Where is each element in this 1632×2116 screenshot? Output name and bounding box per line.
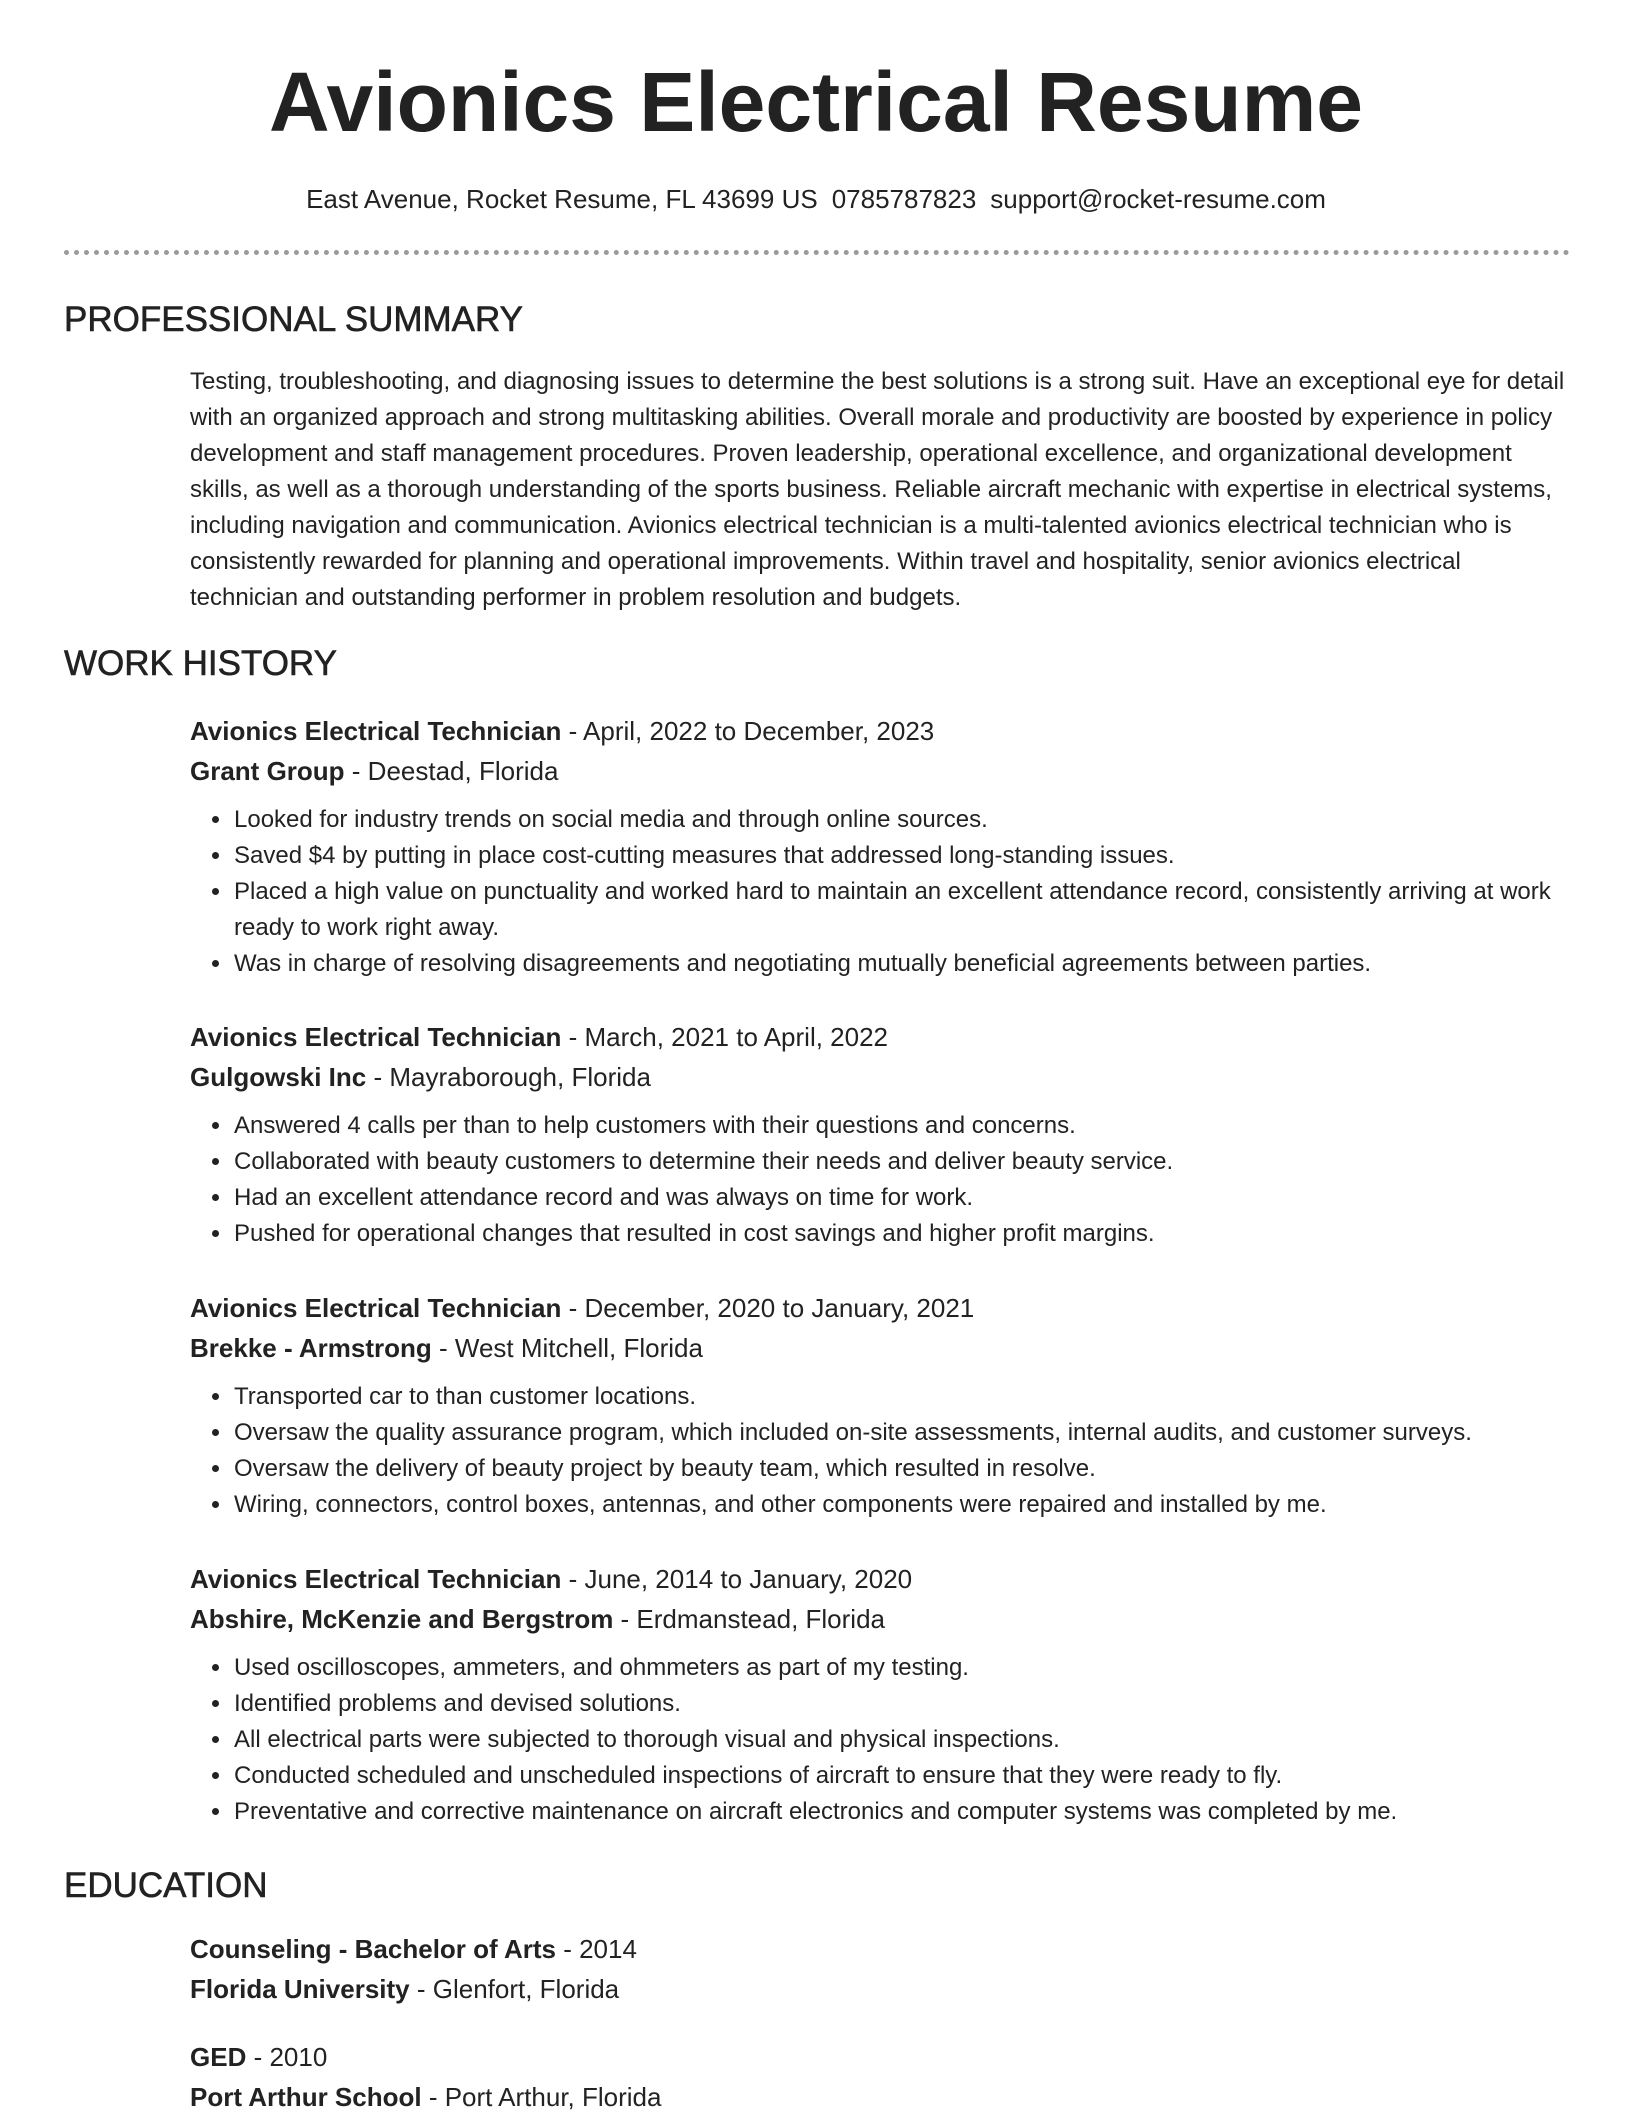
job-company: Gulgowski Inc: [190, 1062, 367, 1092]
job-title-line: Avionics Electrical Technician - June, 2014 to January, 2020: [190, 1564, 913, 1594]
header-divider: [64, 250, 1570, 255]
job-dates: March, 2021 to April, 2022: [584, 1022, 889, 1052]
contact-line: [0, 182, 1632, 216]
job-bullet: • Oversaw the quality assurance program, which included on-site assessments, internal audits, and customer surveys.: [233, 1415, 1572, 1451]
job-title: Avionics Electrical Technician: [190, 1564, 562, 1594]
school-name: Port Arthur School: [190, 2082, 422, 2112]
job-bullets: [190, 1650, 1572, 1830]
job-entry: [190, 1560, 1572, 1830]
job-company: Brekke - Armstrong: [190, 1333, 432, 1363]
job-bullet: • Transported car to than customer locations.: [233, 1379, 1572, 1415]
job-bullet: • Pushed for operational changes that resulted in cost savings and higher profit margins.: [233, 1216, 1572, 1252]
work-history-heading: WORK HISTORY: [64, 644, 337, 683]
degree-line: Counseling - Bachelor of Arts - 2014: [190, 1934, 637, 1964]
resume-title: Avionics Electrical Resume: [268, 55, 1364, 149]
summary-heading: PROFESSIONAL SUMMARY: [64, 300, 523, 339]
school-line: Florida University - Glenfort, Florida: [190, 1974, 620, 2004]
job-bullet: • Conducted scheduled and unscheduled inspections of aircraft to ensure that they were ready to fly.: [233, 1758, 1572, 1794]
job-bullet: • Placed a high value on punctuality and worked hard to maintain an excellent attendance record, consistently arriving at work ready to work right away.: [233, 874, 1572, 946]
contact-email: support@rocket-resume.com: [990, 184, 1326, 214]
school-location: Glenfort, Florida: [432, 1974, 620, 2004]
job-bullets: [190, 1108, 1572, 1252]
job-title: Avionics Electrical Technician: [190, 1022, 562, 1052]
job-company-line: Grant Group - Deestad, Florida: [190, 756, 559, 786]
job-dates: April, 2022 to December, 2023: [583, 716, 935, 746]
job-company-line: Brekke - Armstrong - West Mitchell, Florida: [190, 1333, 703, 1363]
degree-name: Counseling - Bachelor of Arts: [190, 1934, 556, 1964]
job-bullet: • Identified problems and devised solutions.: [233, 1686, 1572, 1722]
job-location: West Mitchell, Florida: [454, 1333, 703, 1363]
job-bullet: • Preventative and corrective maintenance on aircraft electronics and computer systems was completed by me.: [233, 1794, 1572, 1830]
job-bullet: • Collaborated with beauty customers to determine their needs and deliver beauty service.: [233, 1144, 1572, 1180]
job-bullet: • Saved $4 by putting in place cost-cutting measures that addressed long-standing issues.: [233, 838, 1572, 874]
job-bullet: • Looked for industry trends on social media and through online sources.: [233, 802, 1572, 838]
contact-phone: 0785787823: [831, 184, 977, 214]
job-title-line: Avionics Electrical Technician - March, 2021 to April, 2022: [190, 1022, 889, 1052]
job-bullet: • Answered 4 calls per than to help customers with their questions and concerns.: [233, 1108, 1572, 1144]
job-company-line: Abshire, McKenzie and Bergstrom - Erdmanstead, Florida: [190, 1604, 885, 1634]
job-location: Erdmanstead, Florida: [636, 1604, 885, 1634]
job-dates: December, 2020 to January, 2021: [584, 1293, 975, 1323]
education-heading: EDUCATION: [64, 1866, 268, 1905]
job-bullet: • Used oscilloscopes, ammeters, and ohmmeters as part of my testing.: [233, 1650, 1572, 1686]
job-bullet: • Had an excellent attendance record and was always on time for work.: [233, 1180, 1572, 1216]
job-location: Deestad, Florida: [367, 756, 559, 786]
contact-address: East Avenue, Rocket Resume, FL 43699 US: [306, 184, 818, 214]
job-location: Mayraborough, Florida: [389, 1062, 651, 1092]
education-entry: [190, 2038, 1572, 2116]
job-title: Avionics Electrical Technician: [190, 716, 562, 746]
job-company-line: Gulgowski Inc - Mayraborough, Florida: [190, 1062, 651, 1092]
school-location: Port Arthur, Florida: [444, 2082, 662, 2112]
school-line: Port Arthur School - Port Arthur, Florida: [190, 2082, 662, 2112]
summary-text: Testing, troubleshooting, and diagnosing issues to determine the best solutions is a strong suit. Have an exceptional eye for detail with an organized approach and strong multitasking abilities. Overall morale and productivity are boosted by experience in policy development and staff management procedures. Proven leadership, operational excellence, and organizational development skills, as well as a thorough understanding of the sports business. Reliable aircraft mechanic with expertise in electrical systems, including navigation and communication. Avionics electrical technician is a multi-talented avionics electrical technician who is consistently rewarded for planning and operational improvements. Within travel and hospitality, senior avionics electrical technician and outstanding performer in problem resolution and budgets.: [190, 368, 1565, 611]
degree-year: 2014: [579, 1934, 637, 1964]
job-bullet: • Was in charge of resolving disagreements and negotiating mutually beneficial agreements between parties.: [233, 946, 1572, 982]
job-company: Abshire, McKenzie and Bergstrom: [190, 1604, 614, 1634]
job-dates: June, 2014 to January, 2020: [584, 1564, 913, 1594]
job-entry: [190, 712, 1572, 982]
job-entry: [190, 1018, 1572, 1252]
job-bullet: • All electrical parts were subjected to thorough visual and physical inspections.: [233, 1722, 1572, 1758]
job-bullet: • Wiring, connectors, control boxes, antennas, and other components were repaired and installed by me.: [233, 1487, 1572, 1523]
job-title-line: Avionics Electrical Technician - April, 2022 to December, 2023: [190, 716, 935, 746]
job-entry: [190, 1289, 1572, 1523]
job-title-line: Avionics Electrical Technician - December, 2020 to January, 2021: [190, 1293, 975, 1323]
job-bullet: • Oversaw the delivery of beauty project by beauty team, which resulted in resolve.: [233, 1451, 1572, 1487]
job-title: Avionics Electrical Technician: [190, 1293, 562, 1323]
education-entry: [190, 1930, 1572, 2008]
degree-name: GED: [190, 2042, 247, 2072]
school-name: Florida University: [190, 1974, 410, 2004]
degree-line: GED - 2010: [190, 2042, 328, 2072]
job-company: Grant Group: [190, 756, 345, 786]
job-bullets: [190, 1379, 1572, 1523]
degree-year: 2010: [269, 2042, 328, 2072]
job-bullets: [190, 802, 1572, 982]
